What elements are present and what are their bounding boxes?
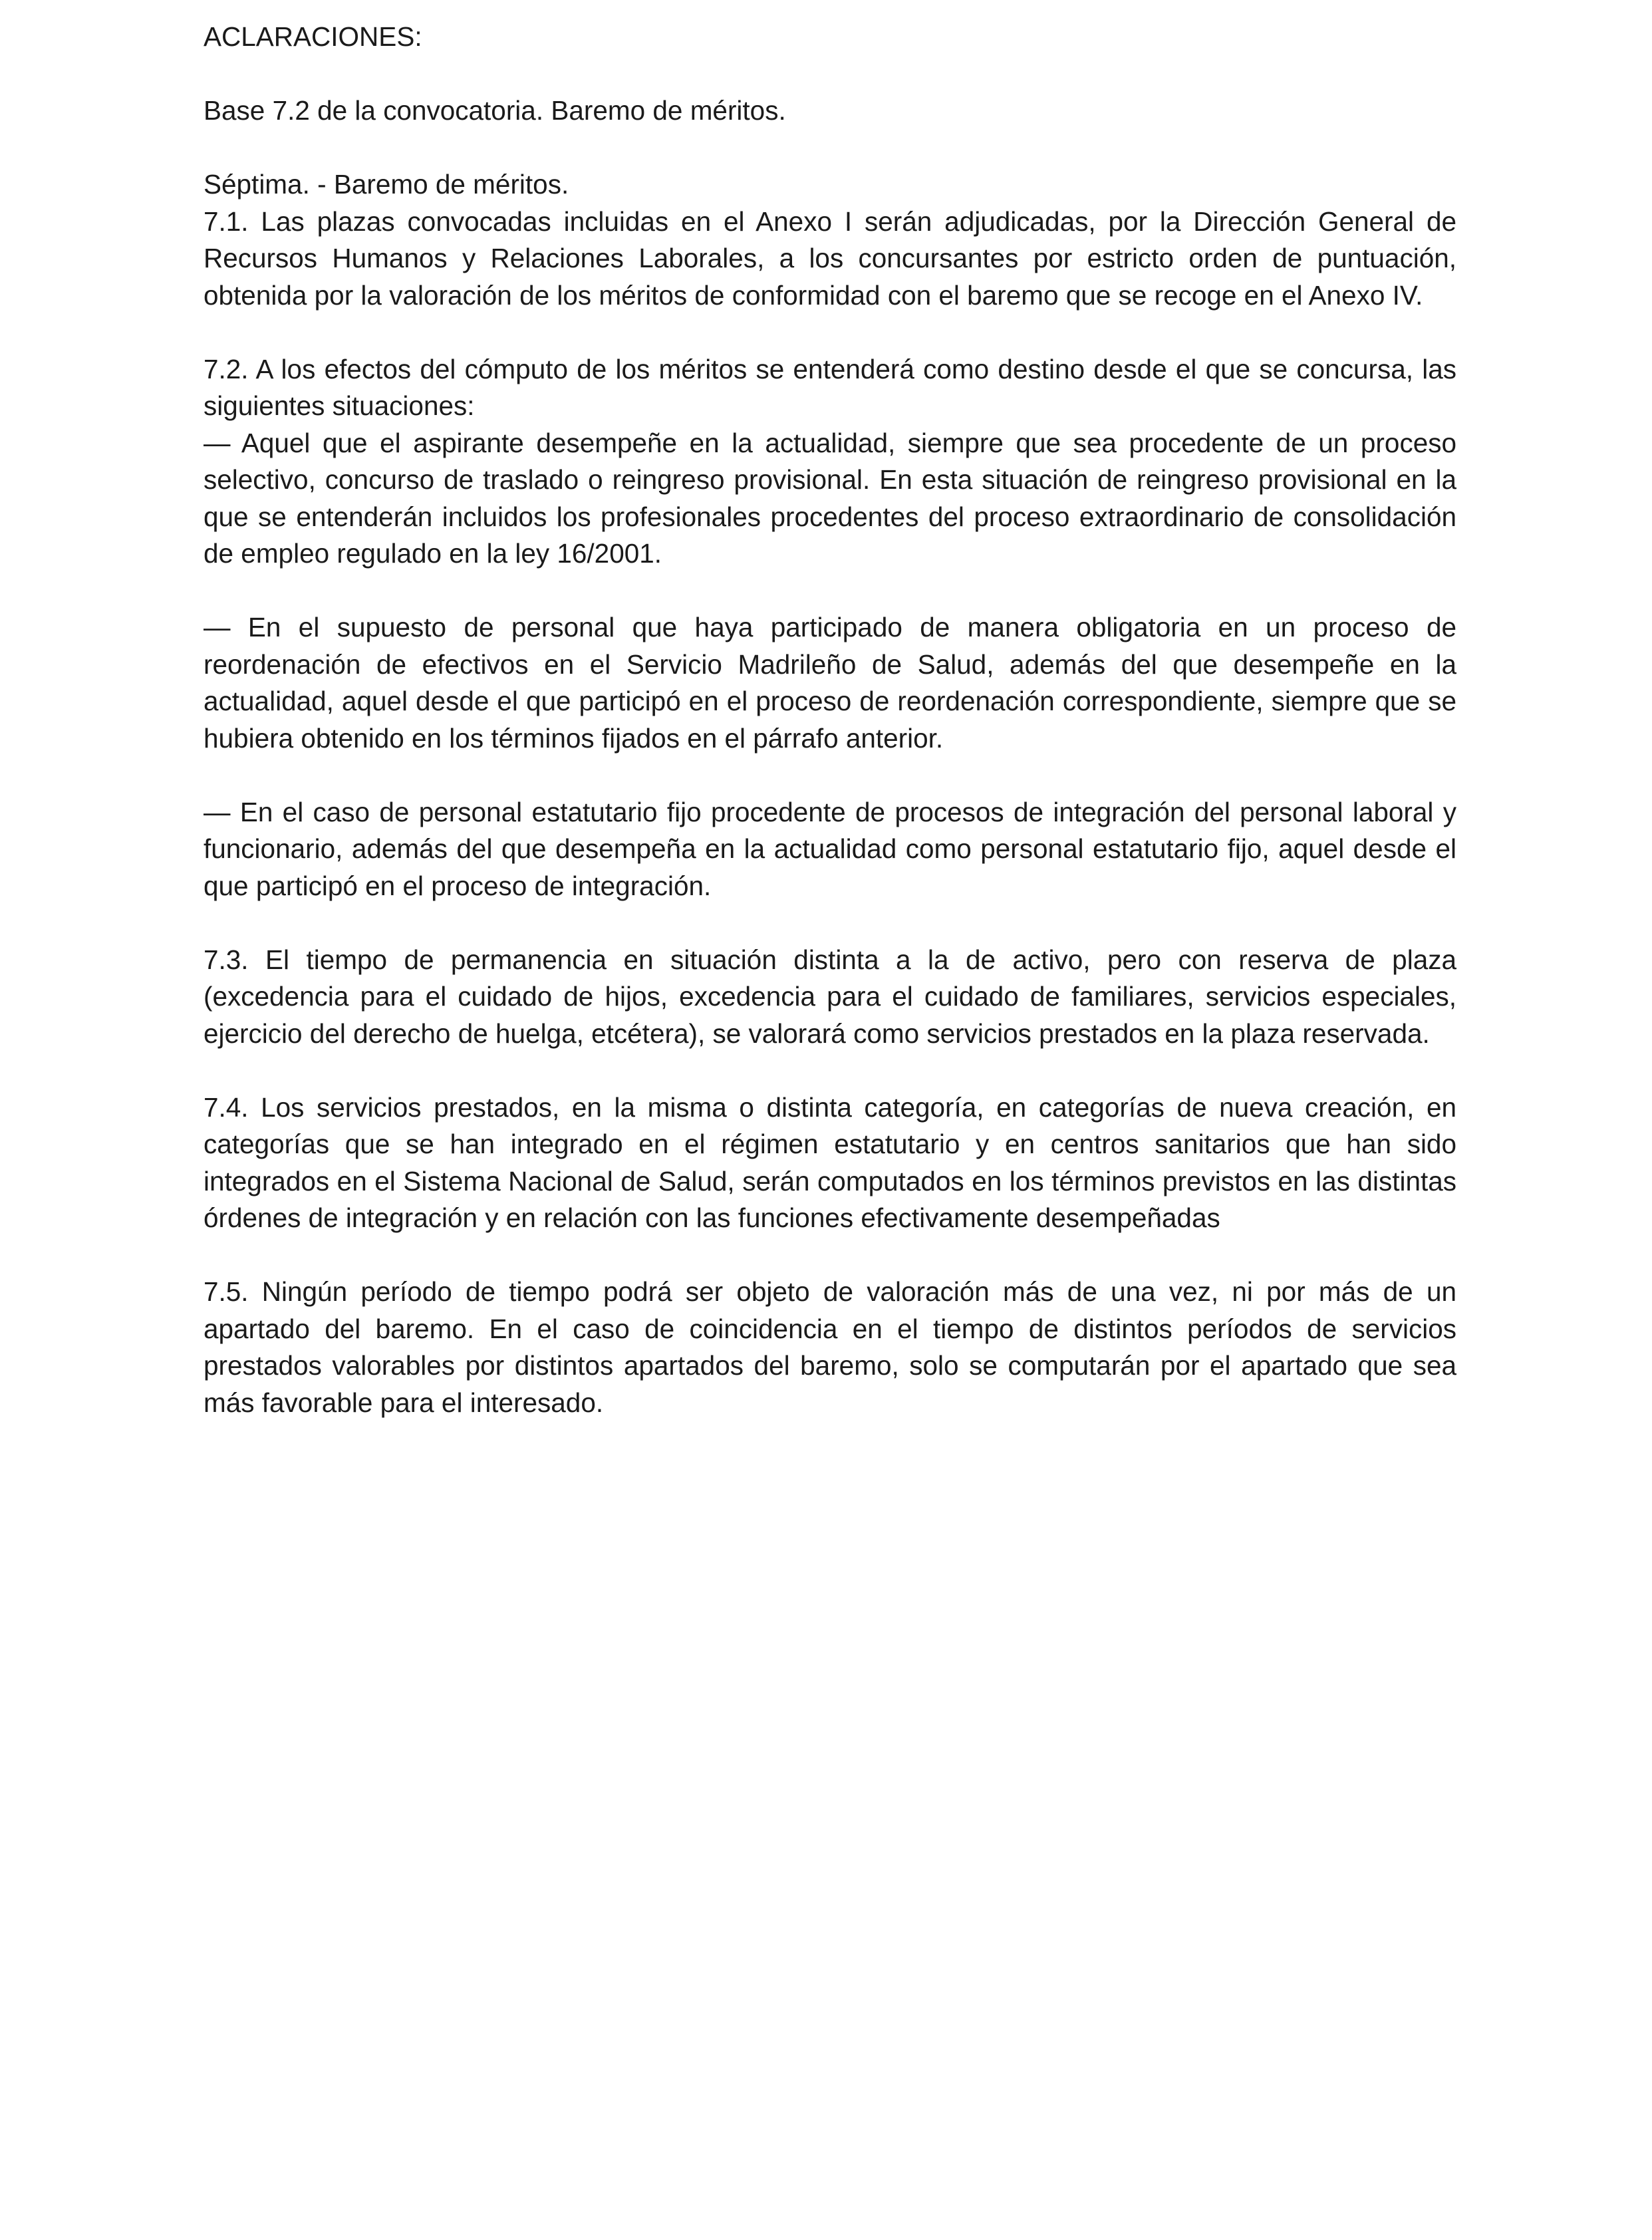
paragraph-7-2-item-1: — Aquel que el aspirante desempeñe en la actualidad, siempre que sea procedente de un proceso selectivo, concurso de traslado o reingreso provisional. En esta situación de reingreso provisional en la que se entenderán incluidos los profesionales procedentes del proceso extraordinario de consolidación de empleo regulado en la ley 16/2001. xyxy=(204,427,1456,569)
paragraph-7-5: 7.5. Ningún período de tiempo podrá ser objeto de valoración más de una vez, ni por más de un apartado del baremo. En el caso de coincidencia en el tiempo de distintos períodos de servicios prestados valorables por distintos apartados del baremo, solo se computarán por el apartado que sea más favorable para el interesado. xyxy=(204,1276,1456,1418)
paragraph-7-2-item-3: — En el caso de personal estatutario fijo procedente de procesos de integración del personal laboral y funcionario, además del que desempeña en la actualidad como personal estatutario fijo, aquel desde el que participó en el proceso de integración. xyxy=(204,796,1456,901)
paragraph-7-4: 7.4. Los servicios prestados, en la misma o distinta categoría, en categorías de nueva creación, en categorías que se han integrado en el régimen estatutario y en centros sanitarios que han sido integrados en el Sistema Nacional de Salud, serán computados en los términos previstos en las distintas órdenes de integración y en relación con las funciones efectivamente desempeñadas xyxy=(204,1091,1456,1233)
section-title: Séptima. - Baremo de méritos. xyxy=(204,169,569,200)
paragraph-7-2-intro: 7.2. A los efectos del cómputo de los méritos se entenderá como destino desde el que se concursa, las siguientes situaciones: xyxy=(204,353,1456,421)
paragraph-7-3: 7.3. El tiempo de permanencia en situación distinta a la de activo, pero con reserva de plaza (excedencia para el cuidado de hijos, excedencia para el cuidado de familiares, servicios especiales, ejercicio del derecho de huelga, etcétera), se valorará como servicios prestados en la plaza reservada. xyxy=(204,944,1456,1049)
paragraph-7-1: 7.1. Las plazas convocadas incluidas en el Anexo I serán adjudicadas, por la Dirección General de Recursos Humanos y Relaciones Laborales, a los concursantes por estricto orden de puntuación, obtenida por la valoración de los méritos de conformidad con el baremo que se recoge en el Anexo IV. xyxy=(204,206,1456,311)
document-heading: ACLARACIONES: xyxy=(204,21,422,52)
document-page xyxy=(204,19,1456,1421)
base-line: Base 7.2 de la convocatoria. Baremo de méritos. xyxy=(204,95,786,126)
paragraph-7-2-item-2: — En el supuesto de personal que haya participado de manera obligatoria en un proceso de reordenación de efectivos en el Servicio Madrileño de Salud, además del que desempeñe en la actualidad, aquel desde el que participó en el proceso de reordenación correspondiente, siempre que se hubiera obtenido en los términos fijados en el párrafo anterior. xyxy=(204,612,1456,754)
